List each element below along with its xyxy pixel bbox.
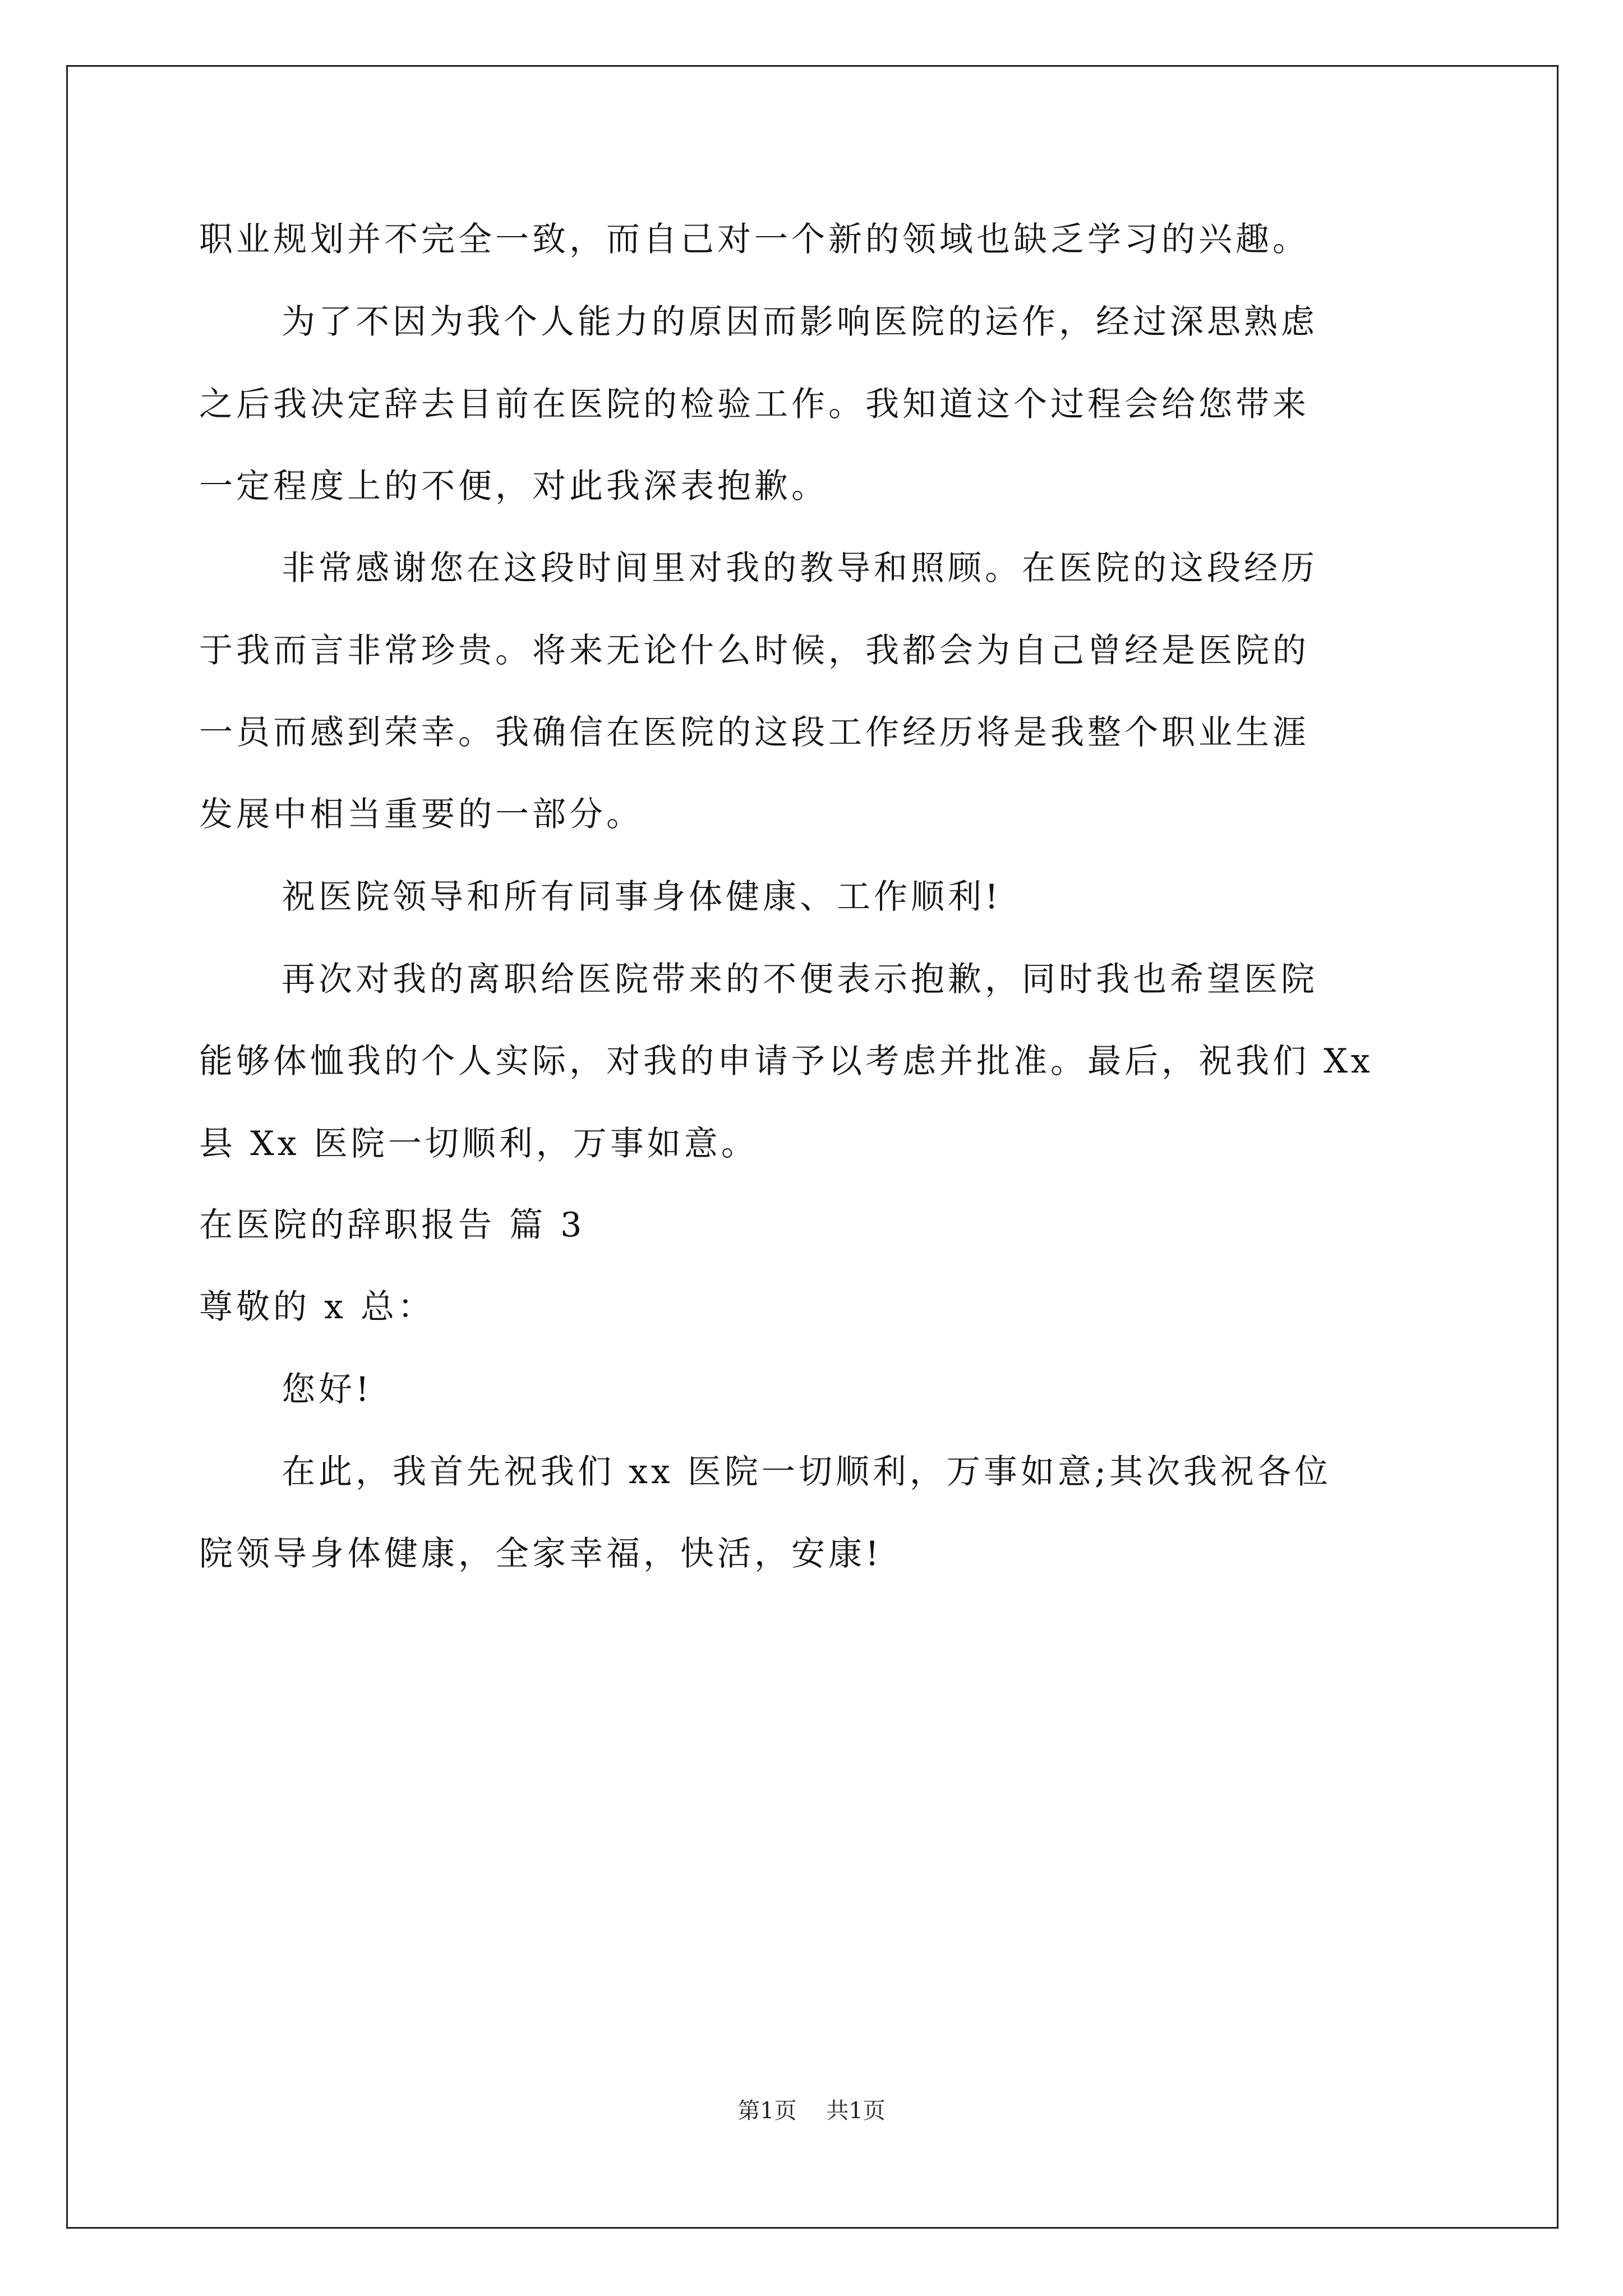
salutation: 尊敬的 x 总：	[199, 1287, 435, 1327]
paragraph-line: 院领导身体健康，全家幸福，快活，安康!	[199, 1534, 883, 1573]
paragraph-line: 之后我决定辞去目前在医院的检验工作。我知道这个过程会给您带来	[199, 385, 1310, 424]
paragraph-line: 于我而言非常珍贵。将来无论什么时候，我都会为自己曾经是医院的	[199, 631, 1310, 670]
page-footer	[0, 2097, 1623, 2125]
page-current: 第1页	[737, 2098, 797, 2124]
page-total: 共1页	[826, 2098, 886, 2124]
paragraph-line: 再次对我的离职给医院带来的不便表示抱歉，同时我也希望医院	[282, 960, 1318, 999]
section-title: 在医院的辞职报告 篇 3	[199, 1205, 585, 1245]
paragraph-line: 能够体恤我的个人实际，对我的申请予以考虑并批准。最后，祝我们 Xx	[199, 1042, 1373, 1081]
paragraph-line: 非常感谢您在这段时间里对我的教导和照顾。在医院的这段经历	[282, 549, 1318, 588]
paragraph-line: 为了不因为我个人能力的原因而影响医院的运作，经过深思熟虑	[282, 302, 1318, 342]
paragraph-line: 一员而感到荣幸。我确信在医院的这段工作经历将是我整个职业生涯	[199, 713, 1310, 752]
paragraph-line: 职业规划并不完全一致，而自己对一个新的领域也缺乏学习的兴趣。	[199, 220, 1310, 259]
greeting: 您好!	[282, 1370, 373, 1409]
paragraph-line: 发展中相当重要的一部分。	[199, 795, 643, 834]
paragraph-line: 祝医院领导和所有同事身体健康、工作顺利!	[282, 877, 1002, 917]
paragraph-line: 县 Xx 医院一切顺利，万事如意。	[199, 1124, 758, 1163]
paragraph-line: 在此，我首先祝我们 xx 医院一切顺利，万事如意;其次我祝各位	[282, 1452, 1332, 1492]
paragraph-line: 一定程度上的不便，对此我深表抱歉。	[199, 467, 828, 506]
